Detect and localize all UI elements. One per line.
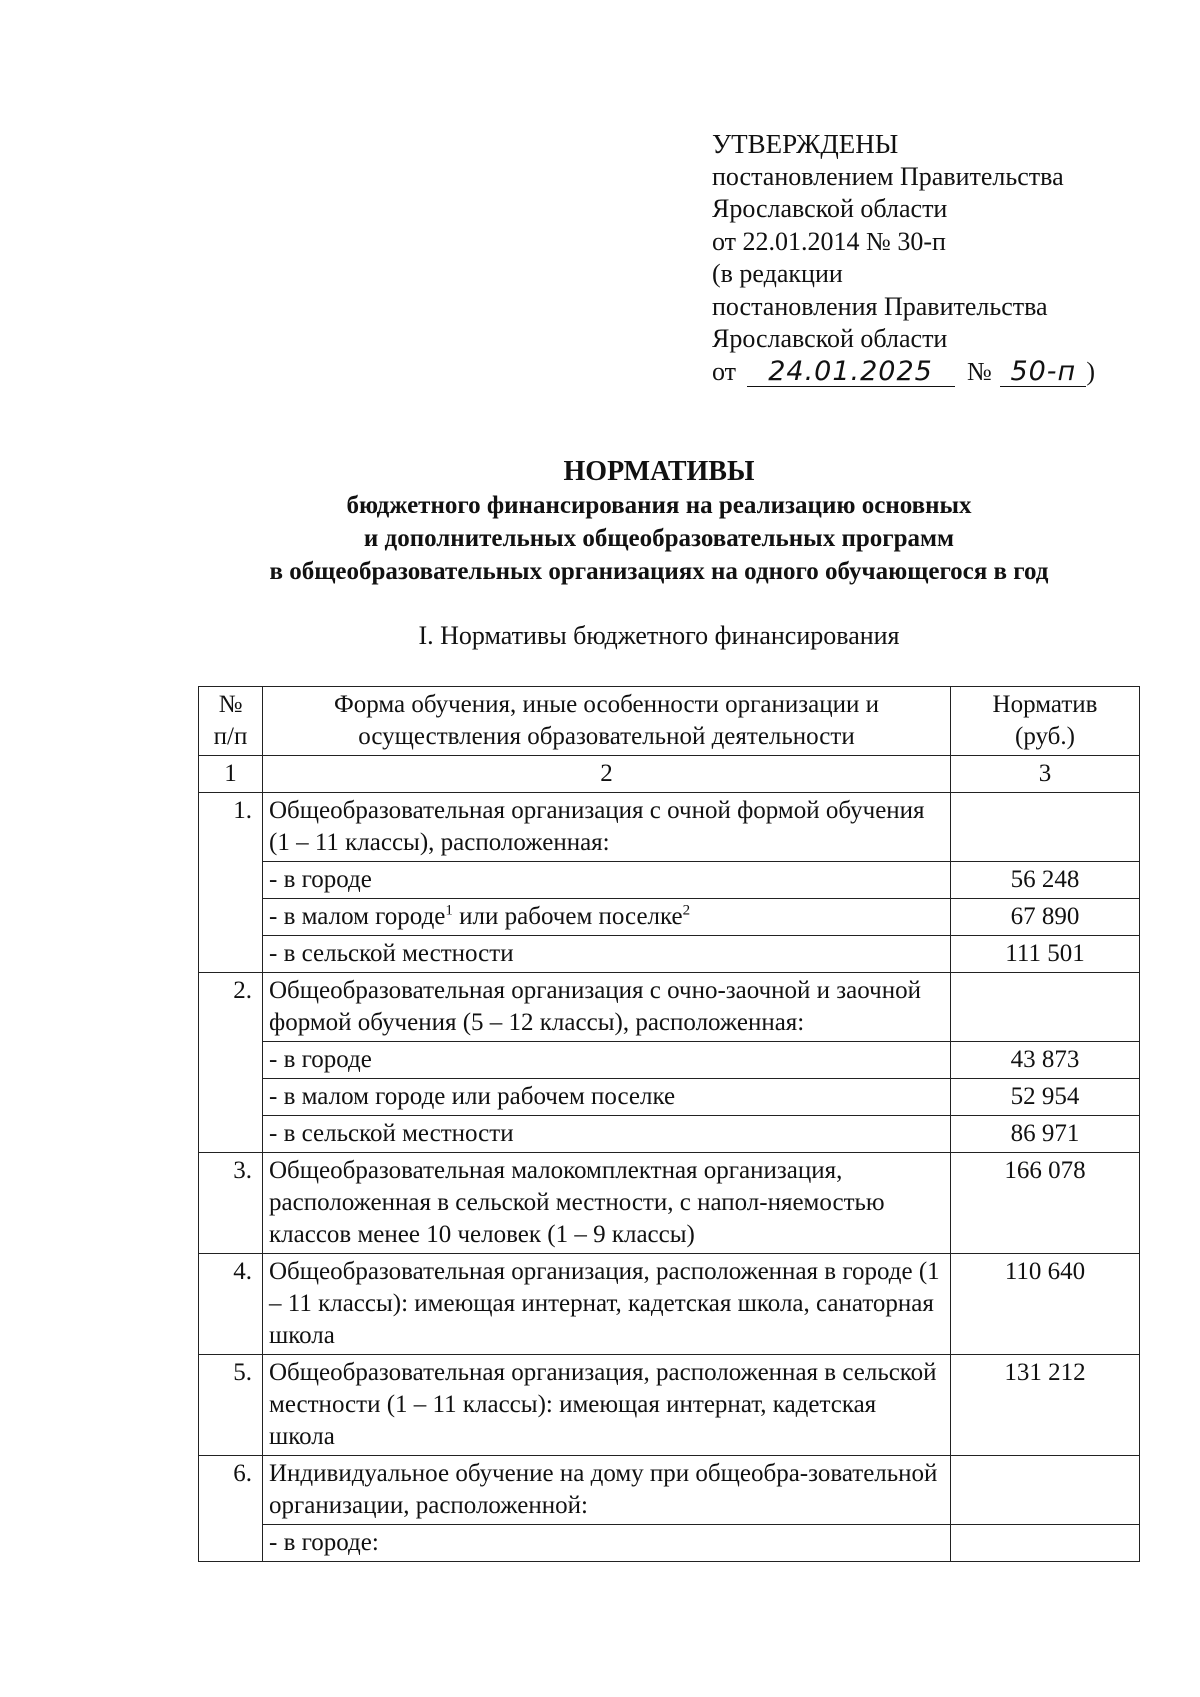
row-value [951,1456,1140,1525]
subrow-value: 52 954 [951,1079,1140,1116]
header-num-line2: п/п [213,723,248,750]
approval-line: постановлением Правительства [712,161,1064,191]
subrow-label-part: - в малом городе [269,903,446,930]
row-number: 6. [199,1456,263,1562]
row-title: Общеобразовательная организация с очной формой обучения (1 – 11 классы), расположенная: [263,793,951,862]
subrow-label: - в городе [263,862,951,899]
subrow-value: 111 501 [951,936,1140,973]
column-number-row [199,756,1140,793]
handwritten-date: 24.01.2025 [747,358,955,387]
row-value: 166 078 [951,1153,1140,1254]
table-subrow [199,862,1140,899]
subrow-value: 56 248 [951,862,1140,899]
header-num-cell [199,687,263,756]
row-title: Общеобразовательная организация с очно-заочной и заочной формой обучения (5 – 12 классы), расположенная: [263,973,951,1042]
table-subrow [199,1042,1140,1079]
column-number: 2 [263,756,951,793]
approval-line: Ярославской области [712,194,948,223]
approval-number-sign: № [967,356,992,386]
handwritten-number: 50-п [1000,358,1086,387]
row-number: 3. [199,1153,263,1254]
table-row [199,1254,1140,1355]
approval-closing-paren: ) [1086,356,1096,386]
subrow-value [951,1525,1140,1562]
table-header-row [199,687,1140,756]
document-title: НОРМАТИВЫ [563,456,755,487]
row-value [951,973,1140,1042]
approval-line: Ярославской области [712,324,948,353]
row-title: Общеобразовательная малокомплектная организация, расположенная в сельской местности, с напол-няемостью классов менее 10 человек (1 – 9 классы) [263,1153,951,1254]
footnote-marker: 1 [445,902,453,919]
row-number: 2. [199,973,263,1153]
table-row [199,973,1140,1042]
subtitle-line: в общеобразовательных организациях на одного обучающегося в год [269,558,1049,585]
approval-line: постановления Правительства [712,291,1048,321]
row-number: 1. [199,793,263,973]
approval-date-prefix: от [712,356,737,386]
header-num-line1: № [218,691,243,718]
approval-line: от 22.01.2014 № 30-п [712,226,946,256]
subtitle-line: бюджетного финансирования на реализацию основных [346,492,972,519]
row-title: Индивидуальное обучение на дому при общеобра-зовательной организации, расположенной: [263,1456,951,1525]
approval-last-line [712,356,1095,389]
row-value [951,793,1140,862]
footnote-marker: 2 [682,902,691,919]
subrow-label: - в сельской местности [263,936,951,973]
subrow-label: - в городе [263,1042,951,1079]
subrow-label: - в сельской местности [263,1116,951,1153]
subrow-value: 67 890 [951,899,1140,936]
table-subrow [199,899,1140,936]
subrow-label: - в городе: [263,1525,951,1562]
row-value: 110 640 [951,1254,1140,1355]
row-value: 131 212 [951,1355,1140,1456]
table-row [199,793,1140,862]
subrow-label-part: или рабочем поселке [452,903,683,930]
subrow-label: - в малом городе или рабочем поселке [263,1079,951,1116]
table-subrow [199,1079,1140,1116]
table-row [199,1355,1140,1456]
header-norm-line2: (руб.) [1015,723,1075,750]
table-row [199,1153,1140,1254]
table-subrow [199,936,1140,973]
column-number: 3 [951,756,1140,793]
header-norm-cell [951,687,1140,756]
header-norm-line1: Норматив [992,691,1098,718]
section-title: I. Нормативы бюджетного финансирования [418,621,900,650]
subrow-label [263,899,951,936]
table-subrow [199,1116,1140,1153]
subrow-value: 86 971 [951,1116,1140,1153]
header-form-cell: Форма обучения, иные особенности организации и осуществления образовательной деятельности [263,687,951,756]
row-title: Общеобразовательная организация, расположенная в городе (1 – 11 классы): имеющая интернат, кадетская школа, санаторная школа [263,1254,951,1355]
table-row [199,1456,1140,1525]
document-titles [200,455,1118,588]
approval-heading: УТВЕРЖДЕНЫ [712,129,899,159]
approval-line: (в редакции [712,259,843,288]
norms-table [198,686,1140,1562]
column-number: 1 [199,756,263,793]
table-subrow [199,1525,1140,1562]
row-number: 4. [199,1254,263,1355]
approval-block [712,128,1095,388]
row-number: 5. [199,1355,263,1456]
subrow-value: 43 873 [951,1042,1140,1079]
subtitle-line: и дополнительных общеобразовательных программ [363,525,955,552]
row-title: Общеобразовательная организация, расположенная в сельской местности (1 – 11 классы): имеющая интернат, кадетская школа [263,1355,951,1456]
